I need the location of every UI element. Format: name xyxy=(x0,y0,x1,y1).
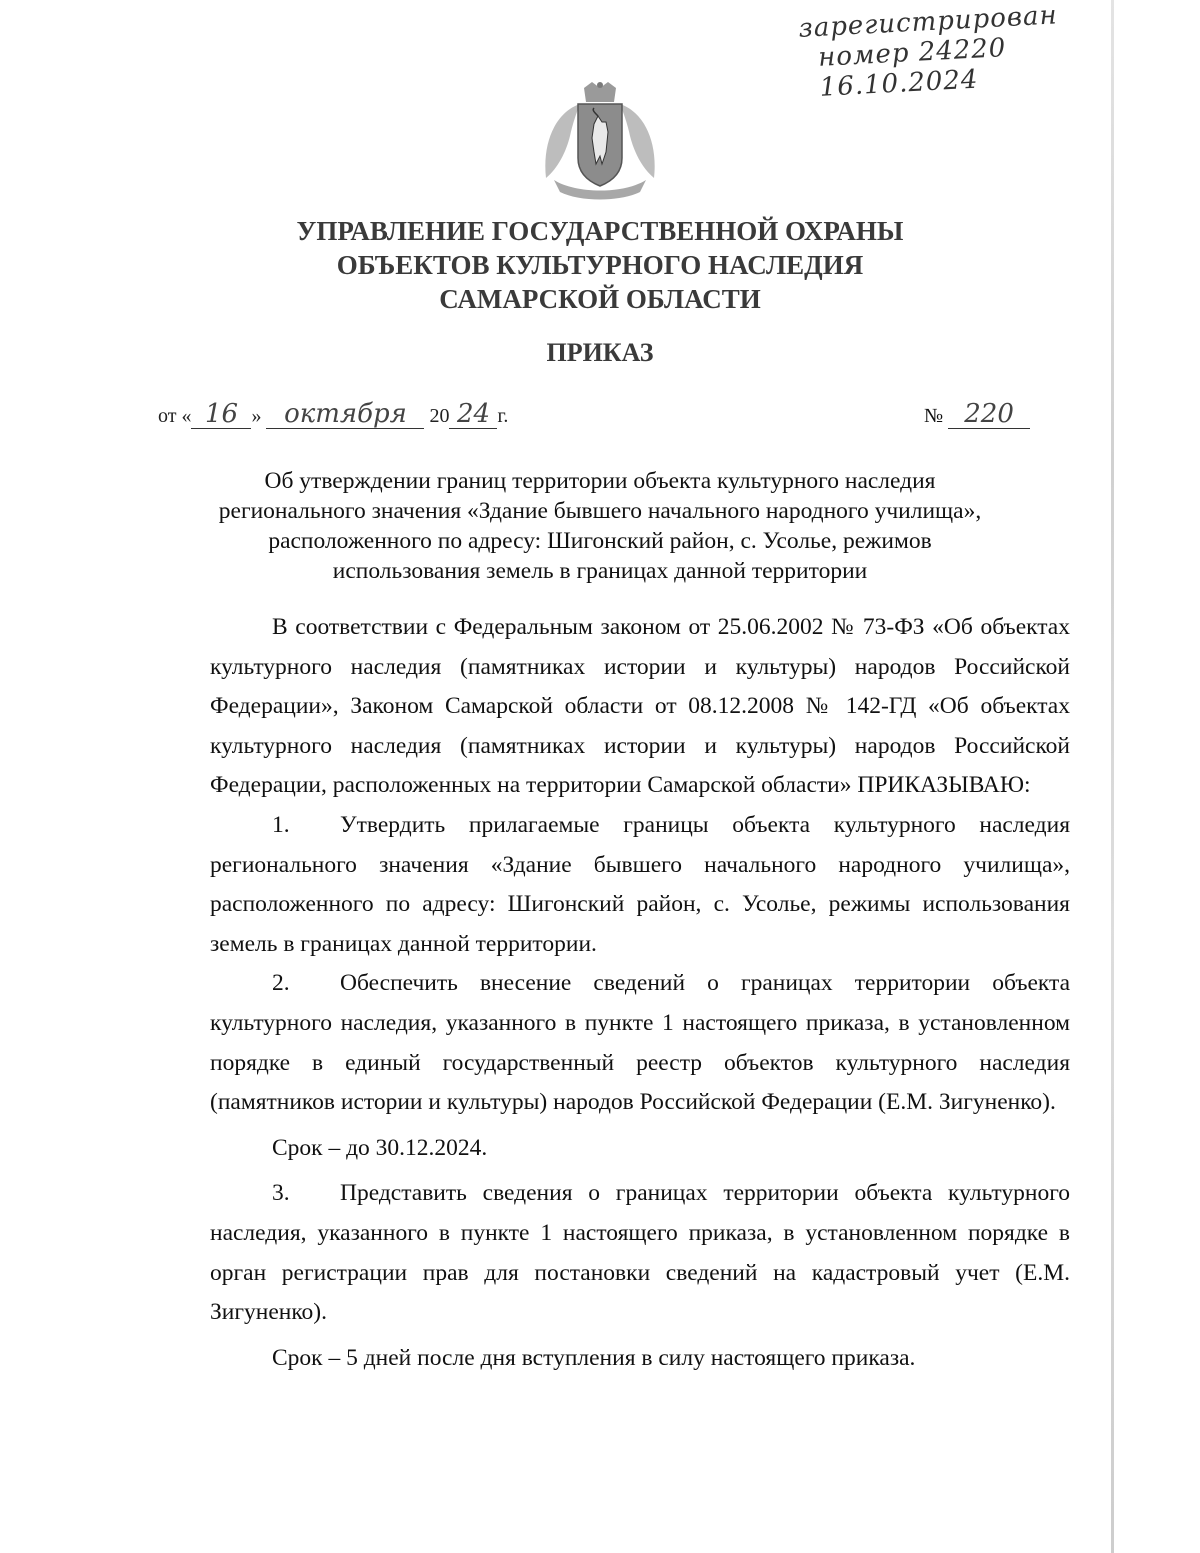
organization-line3: САМАРСКОЙ ОБЛАСТИ xyxy=(439,284,761,314)
organization-line1: УПРАВЛЕНИЕ ГОСУДАРСТВЕННОЙ ОХРАНЫ xyxy=(296,216,904,246)
title-line3: расположенного по адресу: Шигонский район, с. Усолье, режимов xyxy=(268,528,932,554)
registration-note xyxy=(798,0,1102,104)
date-mid: » xyxy=(251,405,262,427)
date-day: 16 xyxy=(191,400,251,429)
item-2-number: 2. xyxy=(272,970,290,997)
order-number xyxy=(924,400,1030,436)
preamble: В соответствии с Федеральным законом от 25.06.2002 № 73-ФЗ «Об объектах культурного наследия (памятниках истории и культуры) народов Российской Федерации», Законом Самарской области от 08.12.2008 № 142-ГД «Об объектах культурного наследия (памятниках истории и культуры) народов Российской Федерации, расположенных на территории Самарской области» ПРИКАЗЫВАЮ: xyxy=(210,614,1070,799)
samara-coat-of-arms-icon xyxy=(536,82,664,202)
order-body xyxy=(210,608,1070,1384)
registration-note-line3: 16.10.2024 xyxy=(818,64,980,103)
order-item-1 xyxy=(210,806,1070,964)
order-title xyxy=(180,466,1020,586)
registration-note-line2: номер 24220 xyxy=(817,33,1008,73)
item-1-text: Утвердить прилагаемые границы объекта культурного наследия регионального значения «Здание бывшего начального народного училища», расположенного по адресу: Шигонский район, с. Усолье, режимы использования земель в границах данной территории. xyxy=(210,811,1070,957)
title-line2: регионального значения «Здание бывшего начального народного училища», xyxy=(218,498,982,524)
item-2-text: Обеспечить внесение сведений о границах территории объекта культурного наследия, указанного в пункте 1 настоящего приказа, в установленном порядке в единый государственный реестр объектов культурного наследия (памятников истории и культуры) народов Российской Федерации (Е.М. Зигуненко). xyxy=(210,970,1070,1116)
title-line4: использования земель в границах данной территории xyxy=(332,558,868,584)
order-item-3 xyxy=(210,1174,1070,1332)
title-line1: Об утверждении границ территории объекта культурного наследия xyxy=(264,468,936,494)
scan-edge xyxy=(1111,0,1114,1553)
item-3-number: 3. xyxy=(272,1180,290,1207)
item-3-deadline: Срок – 5 дней после дня вступления в силу настоящего приказа. xyxy=(272,1344,916,1371)
date-suffix: г. xyxy=(497,405,509,427)
date-year-prefix: 20 xyxy=(429,405,450,427)
order-date xyxy=(158,400,508,436)
document-type: ПРИКАЗ xyxy=(546,338,654,367)
number-value: 220 xyxy=(948,400,1030,429)
number-prefix: № xyxy=(924,405,944,427)
registration-note-line1: зарегистрирован xyxy=(797,0,1059,44)
item-1-number: 1. xyxy=(272,811,290,838)
organization-line2: ОБЪЕКТОВ КУЛЬТУРНОГО НАСЛЕДИЯ xyxy=(336,250,864,280)
item-3-text: Представить сведения о границах территории объекта культурного наследия, указанного в пункте 1 настоящего приказа, в установленном порядке в орган регистрации прав для постановки сведений на кадастровый учет (Е.М. Зигуненко). xyxy=(210,1180,1070,1326)
organization-header xyxy=(240,214,960,316)
date-prefix: от « xyxy=(158,405,192,427)
date-year-suffix: 24 xyxy=(449,400,497,429)
order-item-2 xyxy=(210,964,1070,1122)
date-month: октября xyxy=(266,400,424,429)
item-2-deadline: Срок – до 30.12.2024. xyxy=(272,1134,488,1161)
